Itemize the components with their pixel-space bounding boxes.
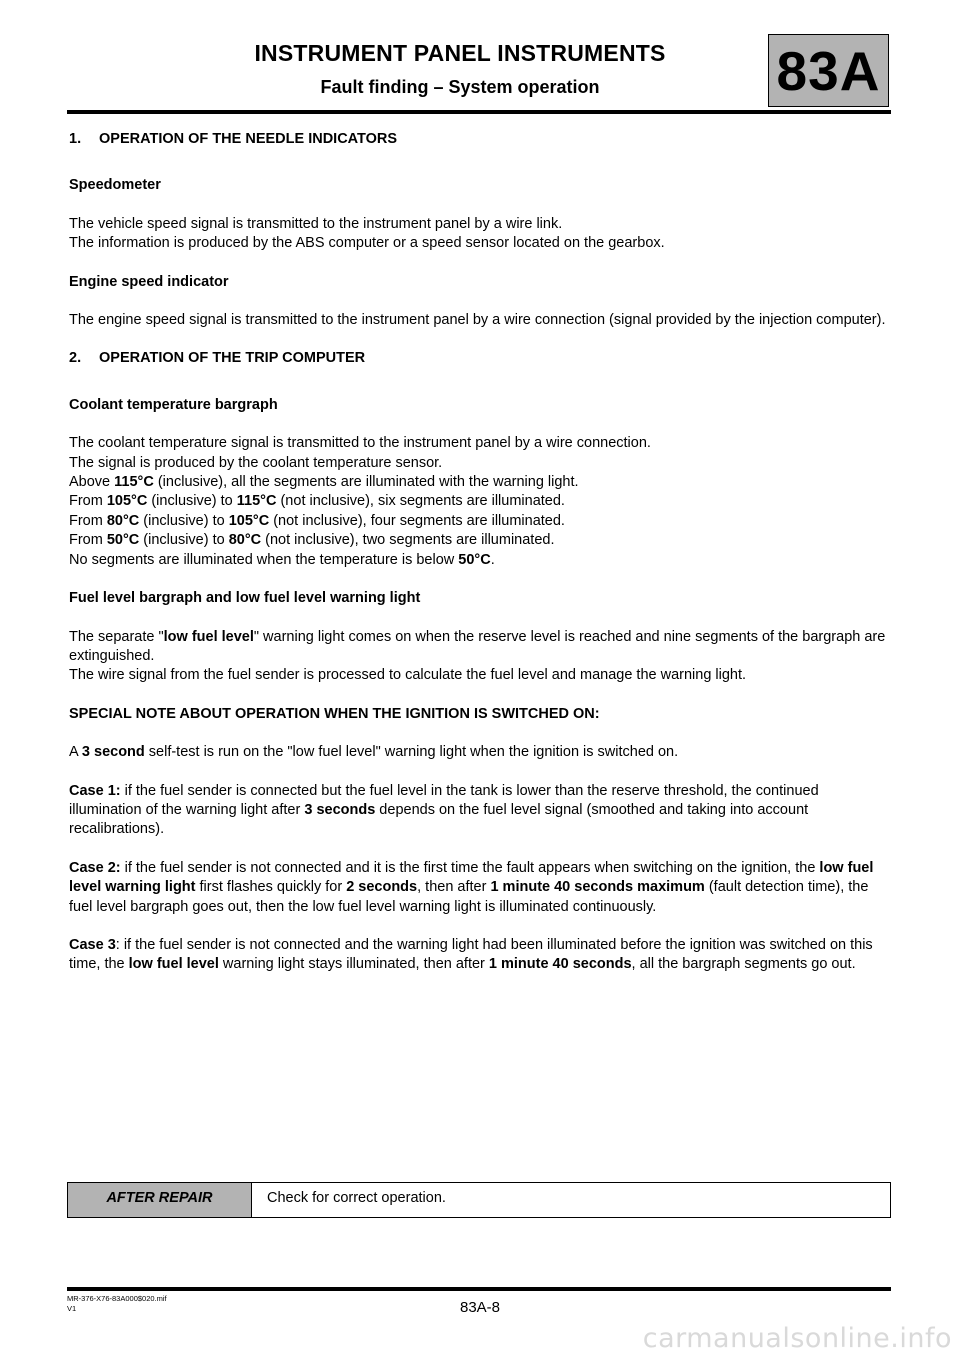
fuel-heading: Fuel level bargraph and low fuel level warning light [69, 590, 421, 607]
section-1-heading: 1. OPERATION OF THE NEEDLE INDICATORS [69, 131, 398, 147]
paragraph: The signal is produced by the coolant temperature sensor. [69, 454, 443, 471]
coolant-heading: Coolant temperature bargraph [69, 396, 278, 413]
case-3-paragraph: Case 3: if the fuel sender is not connected and the warning light had been illuminated before the ignition was switched on this time, the low fuel level warning light stays illuminated, then after 1 minute 40 seconds, all the bargraph segments go out. [69, 936, 873, 973]
after-repair-label: AFTER REPAIR [68, 1183, 252, 1217]
paragraph: The separate "low fuel level" warning light comes on when the reserve level is reached and nine segments of the bargraph are extinguished. [69, 628, 886, 664]
footer-version: V1 [67, 1304, 77, 1313]
section-2-heading: 2. OPERATION OF THE TRIP COMPUTER [69, 350, 366, 367]
special-note-heading: SPECIAL NOTE ABOUT OPERATION WHEN THE IGNITION IS SWITCHED ON: [69, 705, 600, 722]
watermark: carmanualsonline.info [642, 1323, 952, 1354]
page-number: 83A-8 [459, 1299, 501, 1316]
paragraph: The vehicle speed signal is transmitted to the instrument panel by a wire link. [69, 215, 563, 232]
paragraph: A 3 second self-test is run on the "low fuel level" warning light when the ignition is switched on. [69, 744, 679, 761]
engine-speed-heading: Engine speed indicator [69, 273, 229, 290]
paragraph: The engine speed signal is transmitted to the instrument panel by a wire connection (signal provided by the injection computer). [69, 312, 886, 329]
paragraph: From 50°C (inclusive) to 80°C (not inclusive), two segments are illuminated. [69, 532, 555, 549]
paragraph: From 105°C (inclusive) to 115°C (not inclusive), six segments are illuminated. [69, 493, 565, 510]
case-1-paragraph: Case 1: if the fuel sender is connected but the fuel level in the tank is lower than the reserve threshold, the continued illumination of the warning light after 3 seconds depends on the fuel level signal (smoothed and taking into account recalibrations). [69, 782, 819, 838]
document-body [69, 130, 891, 975]
page-subtitle: Fault finding – System operation [320, 77, 600, 97]
after-repair-box [67, 1182, 891, 1218]
page-title: INSTRUMENT PANEL INSTRUMENTS [254, 40, 666, 66]
after-repair-text: Check for correct operation. [267, 1190, 446, 1206]
case-2-paragraph: Case 2: if the fuel sender is not connected and it is the first time the fault appears when switching on the ignition, the low fuel level warning light first flashes quickly for 2 seconds, then after 1 minute 40 seconds maximum (fault detection time), the fuel level bargraph goes out, then the low fuel level warning light is illuminated continuously. [69, 859, 874, 915]
footer-divider [67, 1287, 891, 1291]
header-divider [67, 110, 891, 114]
paragraph: The wire signal from the fuel sender is processed to calculate the fuel level and manage the warning light. [69, 667, 747, 684]
section-code-badge: 83A [768, 34, 889, 107]
footer-file-reference: MR-376-X76-83A000$020.mif [67, 1294, 167, 1303]
paragraph: No segments are illuminated when the temperature is below 50°C. [69, 551, 495, 568]
paragraph: The coolant temperature signal is transmitted to the instrument panel by a wire connection. [69, 435, 651, 452]
paragraph: Above 115°C (inclusive), all the segments are illuminated with the warning light. [69, 474, 579, 491]
speedometer-heading: Speedometer [69, 177, 161, 194]
paragraph: The information is produced by the ABS computer or a speed sensor located on the gearbox. [69, 235, 665, 252]
paragraph: From 80°C (inclusive) to 105°C (not inclusive), four segments are illuminated. [69, 512, 565, 529]
